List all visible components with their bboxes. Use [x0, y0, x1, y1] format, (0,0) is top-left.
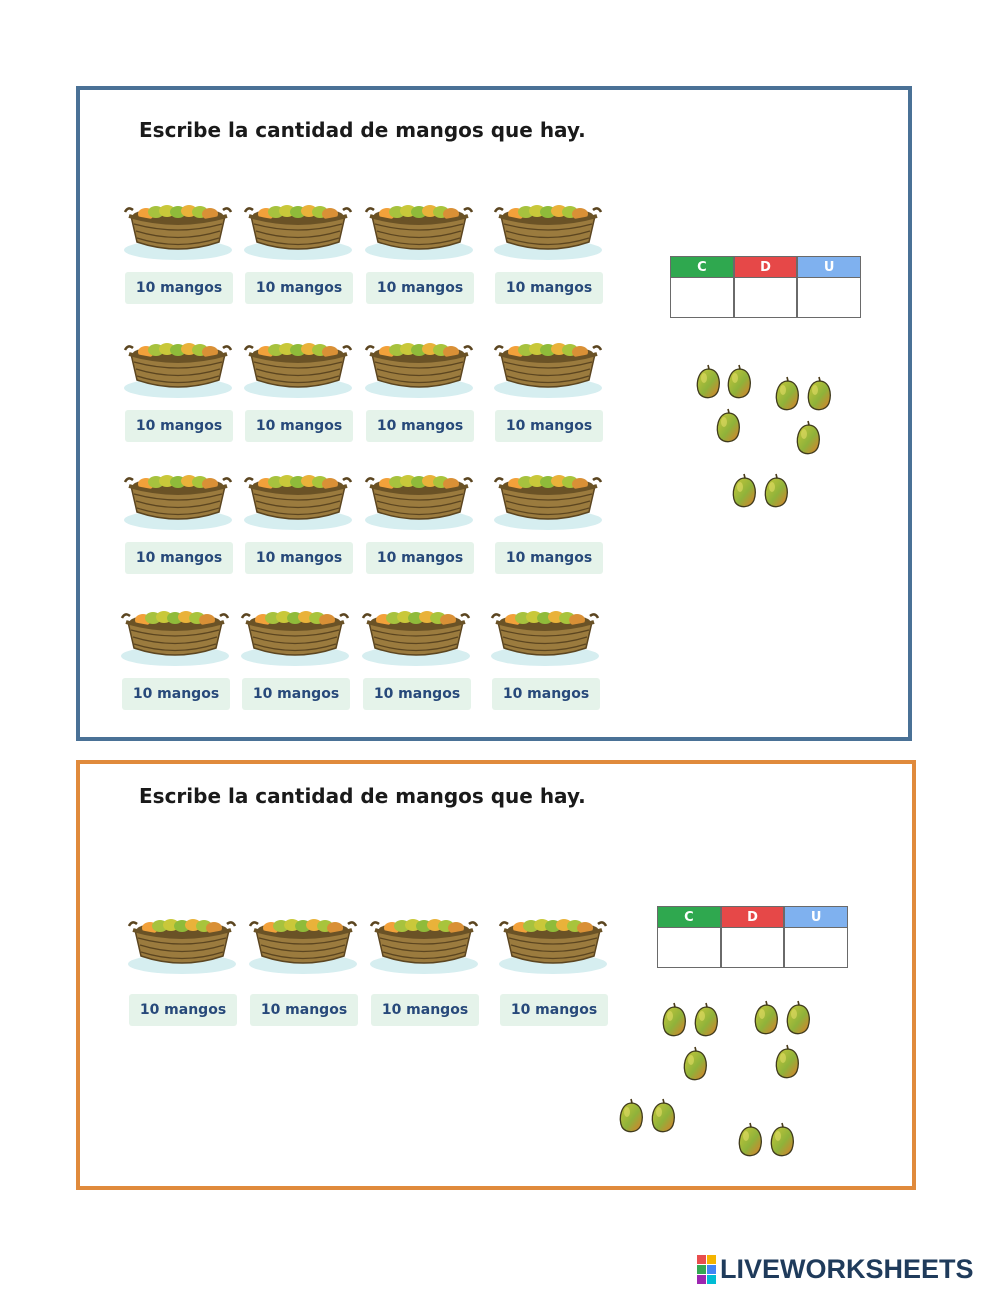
- basket-label: 10 mangos: [495, 410, 603, 442]
- basket-card: [120, 604, 230, 702]
- mango-icon: [681, 1046, 709, 1082]
- basket-card: [361, 604, 471, 702]
- place-value-header: [657, 906, 848, 928]
- tens-input[interactable]: [721, 928, 785, 968]
- basket-image: [123, 336, 233, 400]
- tens-header: D: [721, 906, 785, 928]
- basket-card: [123, 198, 233, 296]
- basket-image: [493, 468, 603, 532]
- basket-image: [243, 468, 353, 532]
- tens-header: D: [734, 256, 798, 278]
- logo-text: LIVEWORKSHEETS: [720, 1253, 974, 1284]
- basket-image: [120, 604, 230, 668]
- mango-icon: [762, 473, 790, 509]
- basket-card: [123, 336, 233, 434]
- basket-label: 10 mangos: [366, 410, 474, 442]
- basket-image: [240, 604, 350, 668]
- basket-label: 10 mangos: [125, 272, 233, 304]
- basket-label: 10 mangos: [122, 678, 230, 710]
- hundreds-input[interactable]: [657, 928, 721, 968]
- basket-image: [127, 912, 237, 976]
- basket-card: [369, 912, 479, 1018]
- basket-image: [364, 336, 474, 400]
- basket-label: 10 mangos: [366, 542, 474, 574]
- mango-icon: [784, 1000, 812, 1036]
- units-header: U: [797, 256, 861, 278]
- basket-card: [493, 336, 603, 434]
- basket-label: 10 mangos: [245, 542, 353, 574]
- basket-image: [248, 912, 358, 976]
- basket-card: [364, 336, 474, 434]
- basket-label: 10 mangos: [495, 542, 603, 574]
- exercise-2-panel: [76, 760, 916, 1190]
- hundreds-header: C: [670, 256, 734, 278]
- mango-icon: [794, 420, 822, 456]
- basket-label: 10 mangos: [125, 410, 233, 442]
- hundreds-input[interactable]: [670, 278, 734, 318]
- basket-card: [243, 198, 353, 296]
- basket-label: 10 mangos: [500, 994, 608, 1026]
- units-header: U: [784, 906, 848, 928]
- basket-card: [127, 912, 237, 1018]
- mango-icon: [692, 1002, 720, 1038]
- basket-label: 10 mangos: [125, 542, 233, 574]
- basket-image: [123, 198, 233, 262]
- exercise-1-title: Escribe la cantidad de mangos que hay.: [139, 118, 586, 142]
- mango-icon: [736, 1122, 764, 1158]
- mango-icon: [768, 1122, 796, 1158]
- basket-label: 10 mangos: [492, 678, 600, 710]
- mango-icon: [617, 1098, 645, 1134]
- basket-label: 10 mangos: [242, 678, 350, 710]
- basket-label: 10 mangos: [495, 272, 603, 304]
- basket-label: 10 mangos: [366, 272, 474, 304]
- basket-image: [493, 336, 603, 400]
- basket-card: [240, 604, 350, 702]
- exercise-2-title: Escribe la cantidad de mangos que hay.: [139, 784, 586, 808]
- mango-icon: [725, 364, 753, 400]
- basket-label: 10 mangos: [129, 994, 237, 1026]
- basket-image: [123, 468, 233, 532]
- place-value-header: [670, 256, 861, 278]
- units-input[interactable]: [797, 278, 861, 318]
- mango-icon: [773, 1044, 801, 1080]
- mango-icon: [649, 1098, 677, 1134]
- basket-card: [248, 912, 358, 1018]
- liveworksheets-logo: [697, 1254, 974, 1284]
- units-input[interactable]: [784, 928, 848, 968]
- basket-label: 10 mangos: [371, 994, 479, 1026]
- basket-label: 10 mangos: [245, 410, 353, 442]
- basket-card: [243, 468, 353, 566]
- mango-icon: [730, 473, 758, 509]
- basket-card: [364, 198, 474, 296]
- mango-icon: [694, 364, 722, 400]
- basket-label: 10 mangos: [245, 272, 353, 304]
- basket-image: [364, 468, 474, 532]
- basket-card: [493, 198, 603, 296]
- basket-card: [493, 468, 603, 566]
- mango-icon: [714, 408, 742, 444]
- place-value-table: [657, 906, 848, 969]
- basket-card: [364, 468, 474, 566]
- basket-image: [490, 604, 600, 668]
- logo-blocks-icon: [697, 1255, 716, 1284]
- mango-icon: [660, 1002, 688, 1038]
- basket-card: [490, 604, 600, 702]
- basket-image: [243, 198, 353, 262]
- basket-image: [243, 336, 353, 400]
- hundreds-header: C: [657, 906, 721, 928]
- basket-image: [498, 912, 608, 976]
- basket-card: [123, 468, 233, 566]
- basket-label: 10 mangos: [250, 994, 358, 1026]
- basket-image: [364, 198, 474, 262]
- mango-icon: [773, 376, 801, 412]
- basket-label: 10 mangos: [363, 678, 471, 710]
- place-value-table: [670, 256, 861, 319]
- basket-image: [369, 912, 479, 976]
- basket-image: [493, 198, 603, 262]
- exercise-1-panel: [76, 86, 912, 741]
- basket-card: [498, 912, 608, 1018]
- basket-card: [243, 336, 353, 434]
- mango-icon: [805, 376, 833, 412]
- mango-icon: [752, 1000, 780, 1036]
- basket-image: [361, 604, 471, 668]
- tens-input[interactable]: [734, 278, 798, 318]
